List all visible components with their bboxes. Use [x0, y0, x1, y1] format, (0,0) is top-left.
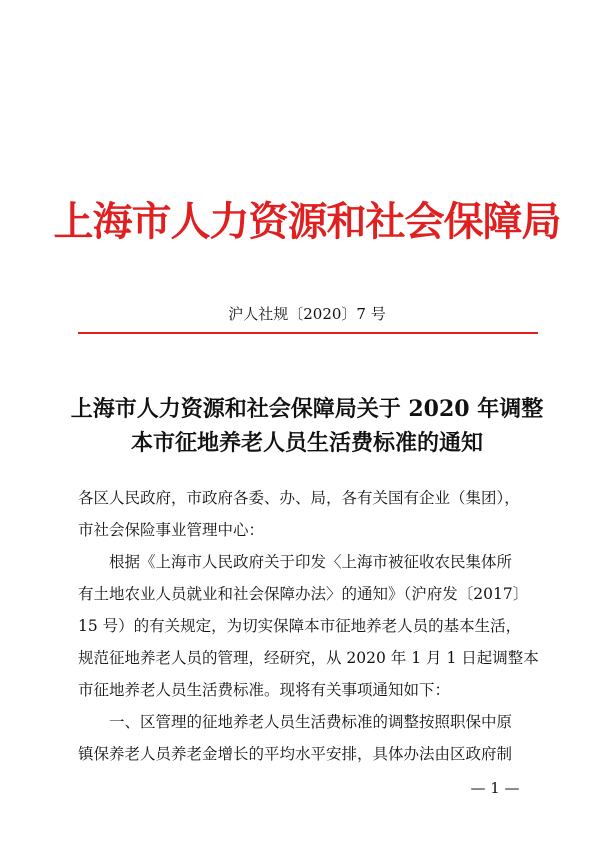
body-paragraph-line: 规范征地养老人员的管理，经研究，从 2020 年 1 月 1 日起调整本 [78, 649, 539, 667]
document-number: 沪人社规〔2020〕7 号 [228, 305, 386, 323]
body-paragraph-line: 根据《上海市人民政府关于印发〈上海市被征收农民集体所 [109, 553, 513, 571]
page-number: — 1 — [470, 779, 520, 797]
addressee-line-1: 各区人民政府，市政府各委、办、局，各有关国有企业（集团）， [78, 489, 520, 507]
issuing-authority-masthead: 上海市人力资源和社会保障局 [53, 198, 561, 245]
body-paragraph-line: 15 号）的有关规定，为切实保障本市征地养老人员的基本生活， [78, 617, 522, 635]
body-paragraph-line: 一、区管理的征地养老人员生活费标准的调整按照职保中原 [109, 713, 513, 731]
document-body [78, 482, 540, 770]
document-title-line-2: 本市征地养老人员生活费标准的通知 [130, 430, 483, 456]
document-title-line-1: 上海市人力资源和社会保障局关于 2020 年调整 [70, 396, 544, 422]
body-paragraph-line: 市征地养老人员生活费标准。现将有关事项通知如下： [78, 681, 451, 699]
body-paragraph-line: 有土地农业人员就业和社会保障办法〉的通知》（沪府发〔2017〕 [78, 585, 529, 603]
addressee-line-2: 市社会保险事业管理中心： [78, 521, 265, 539]
red-separator-line [78, 332, 538, 334]
body-paragraph-line: 镇保养老人员养老金增长的平均水平安排，具体办法由区政府制 [78, 745, 513, 763]
document-title [40, 392, 574, 460]
